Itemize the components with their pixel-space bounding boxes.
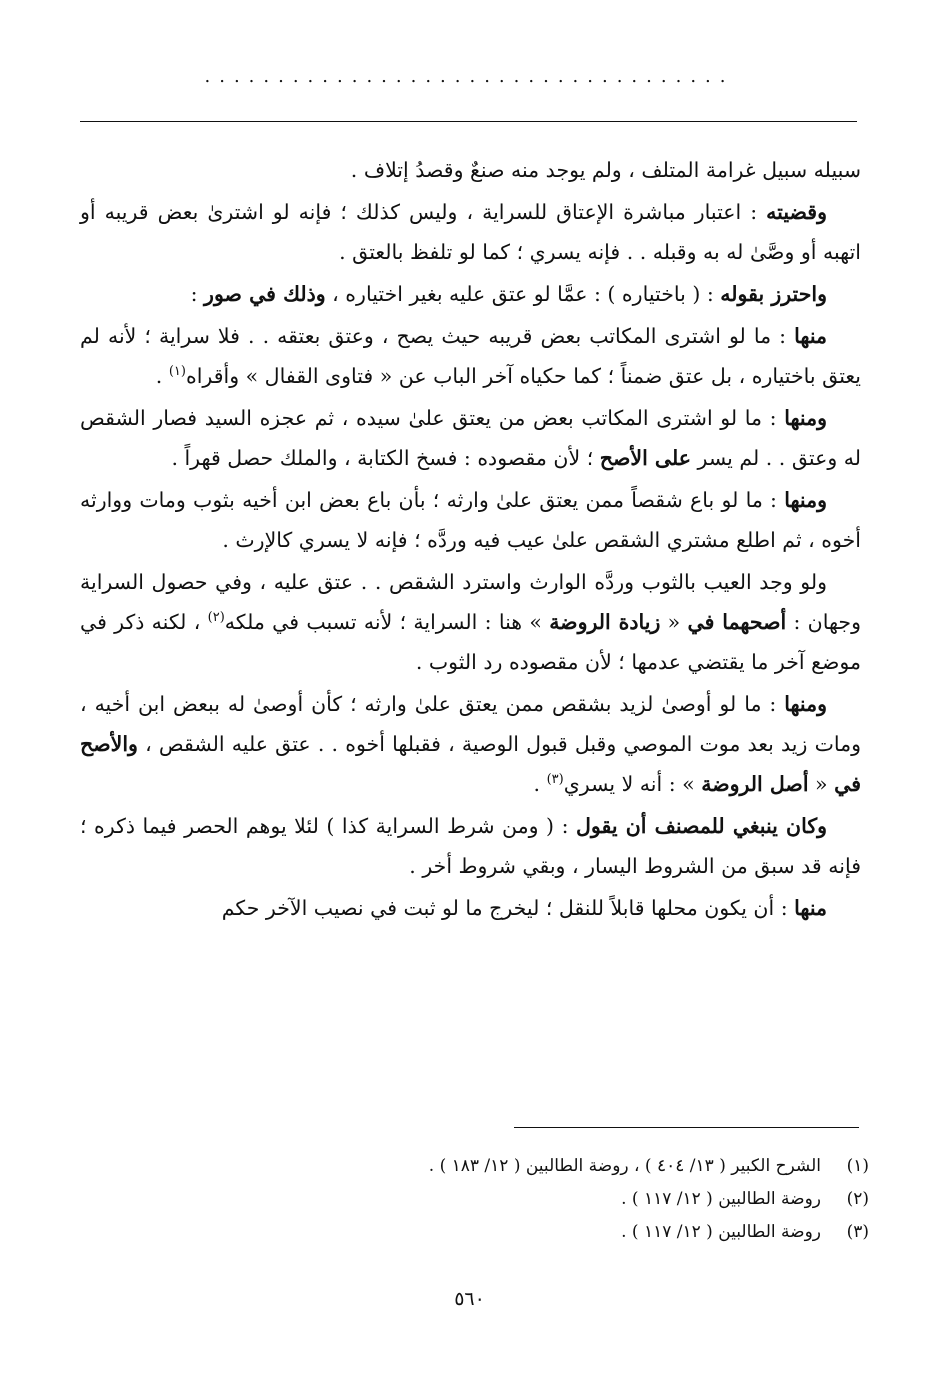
dotted-separator: .................................... (204, 68, 735, 86)
lead-term: وقضيته (766, 200, 827, 224)
bold-phrase: أصل الروضة (701, 772, 809, 796)
footnote-number: (٣) (846, 1222, 869, 1242)
footnote-reference[interactable]: (١) (168, 364, 186, 380)
bold-phrase: والأصح في (80, 732, 861, 796)
footnote-number: (٢) (846, 1189, 869, 1209)
lead-term: وكان ينبغي للمصنف أن يقول (576, 814, 827, 838)
footnote-number: (١) (846, 1156, 869, 1176)
paragraph: سبيله سبيل غرامة المتلف ، ولم يوجد منه صنعٌ وقصدُ إتلاف . (350, 158, 861, 182)
footnotes (80, 1150, 869, 1249)
paragraph: واحترز بقوله : ( باختياره ) : عمَّا لو عتق عليه بغير اختياره ، وذلك في صور : (190, 282, 827, 306)
paragraph: وكان ينبغي للمصنف أن يقول : ( ومن شرط السراية كذا ) لئلا يوهم الحصر فيما ذكره ؛ فإنه قد سبق من الشروط اليسار ، وبقي شروط أخر . (80, 814, 861, 878)
lead-term: منها (794, 324, 827, 348)
bold-phrase: على الأصح (599, 446, 692, 470)
lead-term: واحترز بقوله (720, 282, 827, 306)
paragraph: ومنها : ما لو باع شقصاً ممن يعتق علىٰ وارثه ؛ بأن باع بعض ابن أخيه بثوب ومات ووارثه أخوه ، ثم اطلع مشتري الشقص علىٰ عيب فيه وردَّه ؛ فإنه لا يسري كالإرث . (80, 488, 861, 552)
footnote-rule (514, 1127, 859, 1128)
bold-phrase: زيادة الروضة (549, 610, 661, 634)
footnote-text: الشرح الكبير ( ١٣/ ٤٠٤ ) ، روضة الطالبين ( ١٢/ ١٨٣ ) . (428, 1156, 821, 1176)
footnote-reference[interactable]: (٣) (546, 772, 564, 788)
footnote (80, 1183, 869, 1216)
footnote-text: روضة الطالبين ( ١٢/ ١١٧ ) . (621, 1189, 821, 1209)
lead-term: ومنها (784, 488, 827, 512)
header-rule (80, 121, 857, 122)
lead-term: منها (794, 896, 827, 920)
bold-phrase: وذلك في صور (204, 282, 326, 306)
main-text (80, 150, 861, 930)
footnote-reference[interactable]: (٢) (207, 610, 225, 626)
paragraph: ومنها : ما لو اشترى المكاتب بعض من يعتق علىٰ سيده ، ثم عجزه السيد فصار الشقص له وعتق . . لم يسر على الأصح ؛ لأن مقصوده : فسخ الكتابة ، والملك حصل قهراً . (80, 406, 861, 470)
paragraph: ولو وجد العيب بالثوب وردَّه الوارث واسترد الشقص . . عتق عليه ، وفي حصول السراية وجهان : أصحهما في « زيادة الروضة » هنا : السراية ؛ لأنه تسبب في ملكه$^{(٢)}$ ، لكنه ذكر في موضع آخر ما يقتضي عدمها ؛ لأن مقصوده رد الثوب . (80, 570, 861, 674)
paragraph: منها : أن يكون محلها قابلاً للنقل ؛ ليخرج ما لو ثبت في نصيب الآخر حكم (221, 896, 827, 920)
lead-term: ومنها (784, 406, 827, 430)
page-number: ٥٦٠ (454, 1288, 485, 1310)
paragraph: ومنها : ما لو أوصىٰ لزيد بشقص ممن يعتق علىٰ وارثه ؛ كأن أوصىٰ له ببعض ابن أخيه ، ومات زيد بعد موت الموصي وقبل قبول الوصية ، فقبلها أخوه . . عتق عليه الشقص ، والأصح في « أصل الروضة » : أنه لا يسري$^{(٣)}$ . (80, 692, 861, 796)
paragraph: منها : ما لو اشترى المكاتب بعض قريبه حيث يصح ، وعتق بعتقه . . فلا سراية ؛ لأنه لم يعتق باختياره ، بل عتق ضمناً ؛ كما حكياه آخر الباب عن « فتاوى القفال » وأقراه$^{(١)}$ . (80, 324, 861, 388)
paragraph: وقضيته : اعتبار مباشرة الإعتاق للسراية ، وليس كذلك ؛ فإنه لو اشترىٰ بعض قريبه أو اتهبه أو وصَّىٰ له به وقبله . . فإنه يسري ؛ كما لو تلفظ بالعتق . (80, 200, 861, 264)
bold-phrase: أصحهما في (687, 610, 787, 634)
footnote (80, 1216, 869, 1249)
lead-term: ومنها (784, 692, 827, 716)
footnote-text: روضة الطالبين ( ١٢/ ١١٧ ) . (621, 1222, 821, 1242)
footnote (80, 1150, 869, 1183)
